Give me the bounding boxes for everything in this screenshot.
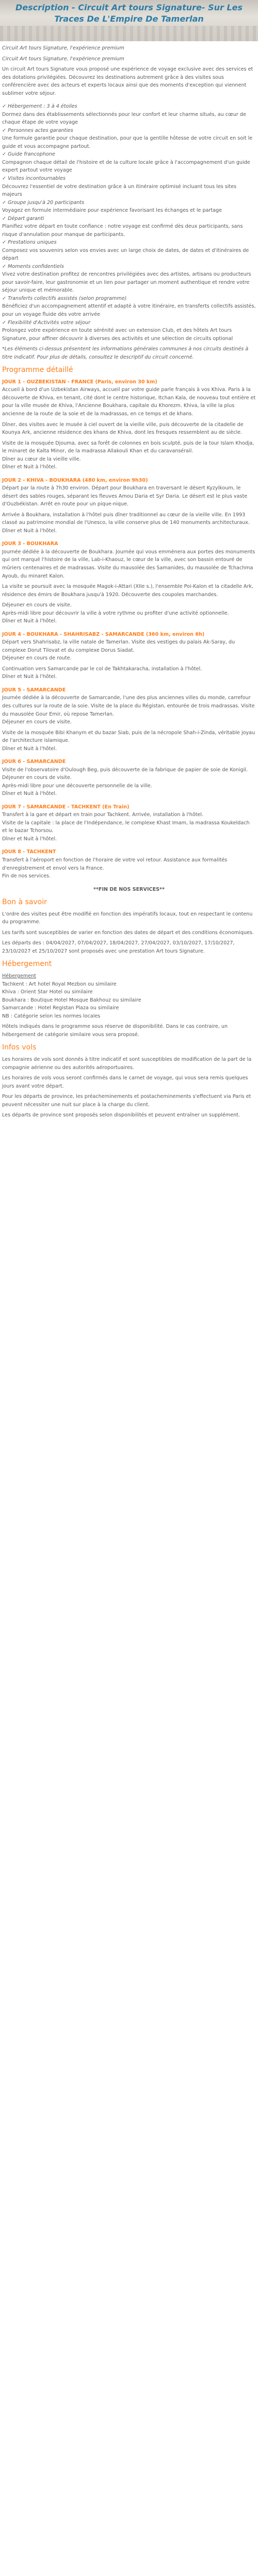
day-paragraph: Déjeuner en cours de visite. [2,719,72,725]
feature-text: Vivez votre destination profitez de rencontres privilégiées avec des artistes, artisans ou producteurs pour savoir-faire, leur gastronomie et un lien pour partager un moment authentique et rendre votre séjour unique et mémorable. [2,272,251,294]
day-paragraph: Après-midi libre pour découvrir la ville à votre rythme ou profiter d'une activité optionnelle. [2,610,229,616]
feature-title: ✓ Visites incontournables [2,175,66,181]
feature-text: Composez vos souvenirs selon vos envies avec un large choix de dates, de dates et d'itinéraires de départ [2,247,249,262]
infos-paragraph: Les départs de province sont proposés selon disponibilités et peuvent entraîner un supplément. [2,1112,240,1118]
day-paragraph: Arrivée à Boukhara, installation à l'hôtel puis dîner traditionnel au cœur de la vieille ville. En 1993 classé au patrimoine mondial de l'Unesco, la ville conserve plus de 140 monuments architecturaux. [2,512,250,526]
intro-line: Circuit Art tours Signature, l'expérience premium [2,56,124,62]
day-paragraph: Dîner et Nuit à l'hôtel. [2,528,57,534]
day-paragraph: Visite de la mosquée Bibi Khanym et du bazar Siab, puis de la nécropole Shah-i-Zinda, véritable joyau de l'architecture islamique. [2,730,255,744]
feature-title: ✓ Hébergement : 3 à 4 étoiles [2,104,77,110]
day-paragraph: Déjeuner en cours de visite. [2,775,72,781]
day-paragraph: Dîner et Nuit à l'hôtel. [2,464,57,470]
infos-paragraph: Les horaires de vols sont donnés à titre indicatif et sont susceptibles de modification de la part de la compagnie aérienne ou des autorités aéroportuaires. [2,1057,252,1071]
day-paragraph: Fin de nos services. [2,873,51,879]
feature-text: Dormez dans des établissements sélectionnés pour leur confort et leur charme situés, au cœur de chaque étape de votre voyage [2,111,246,126]
hotel-item: Tachkent : Art hotel Royal Mezbon ou similaire [2,981,117,987]
infos-paragraph: Les horaires de vols vous seront confirmés dans le carnet de voyage, qui vous sera remis quelques jours avant votre départ. [2,1075,248,1089]
day-paragraph: Dîner, des visites avec le musée à ciel ouvert de la vieille ville, puis découverte de la citadelle de Kounya Ark, ancienne résidence des khans de Khiva, dont les fresques ressemblent au de siècle. [2,421,244,436]
page-title: Description - Circuit Art tours Signature- Sur Les Traces De L'Empire De Tamerlan [15,3,243,24]
day-4 [2,631,256,681]
day-paragraph: Continuation vers Samarcande par le col de Takhtakaracha, installation à l'hôtel. [2,666,202,672]
day-title: JOUR 4 - BOUKHARA - SHAHRISABZ - SAMARCANDE (360 km, environ 6h) [2,631,205,637]
day-title: JOUR 6 - SAMARCANDE [2,759,66,765]
day-3 [2,540,256,625]
day-paragraph: Visite de la mosquée Djouma, avec sa forêt de colonnes en bois sculpté, puis de la tour Islam Khodja, le minaret de Kalta Minor, de la madrassa Allakouli Khan et du caravansérail. [2,440,254,454]
feature-text: Voyagez en formule intermédiaire pour expérience favorisant les échanges et le partage [2,208,222,214]
hotel-item: Samarcande : Hotel Registan Plaza ou similaire [2,1005,119,1011]
hotel-item: NB : Catégorie selon les normes locales [2,1013,101,1019]
feature-title: ✓ Prestations uniques [2,240,57,246]
day-paragraph: Dîner et Nuit à l'hôtel. [2,674,57,680]
feature-title: ✓ Moments confidentiels [2,263,64,269]
day-paragraph: Déjeuner en cours de visite. [2,602,72,608]
day-paragraph: Journée dédiée à la découverte de Samarcande, l'une des plus anciennes villes du monde, carrefour des cultures sur la route de la soie. Visite de la place du Régistan, entourée de trois madrassas. Visite du mausolée Gour Emir, où repose Tamerlan. [2,695,255,717]
day-paragraph: Déjeuner en cours de route. [2,655,72,662]
day-title: JOUR 8 - TACHKENT [2,849,56,855]
day-6 [2,758,256,798]
day-8 [2,848,256,880]
day-title: JOUR 2 - KHIVA - BOUKHARA (480 km, environ 9h30) [2,477,148,483]
page [0,0,258,1125]
day-2 [2,477,256,535]
feature-text: Découvrez l'essentiel de votre destination grâce à un itinéraire optimisé incluant tous les sites majeurs [2,183,237,198]
feature-title: ✓ Personnes actes garanties [2,127,73,133]
day-paragraph: Dîner et Nuit à l'hôtel. [2,618,57,624]
day-paragraph: La visite se poursuit avec la mosquée Magok-i-Attari (XIIe s.), l'ensemble Poi-Kalon et la citadelle Ark, résidence des émirs de Boukhara jusqu'à 1920. Découverte des coupoles marchandes. [2,584,254,598]
feature-text: Bénéficiez d'un accompagnement attentif et adapté à votre itinéraire, en transferts collectifs assistés, pour un voyage fluide dès votre arrivée [2,303,256,317]
feature-text: Une formule garantie pour chaque destination, pour que la gentille hôtesse de votre circuit en soit le guide et vous accompagne partout. [2,135,253,149]
day-paragraph: Départ vers Shahrisabz, la ville natale de Tamerlan. Visite des vestiges du palais Ak-Saray, du complexe Dorut Tilovat et du complexe Dorus Siadat. [2,639,235,653]
feature-title: ✓ Départ garanti [2,215,44,222]
feature-title: ✓ Transferts collectifs assistés (selon programme) [2,295,127,301]
day-paragraph: Dîner et Nuit à l'hôtel. [2,791,57,797]
day-title: JOUR 7 - SAMARCANDE - TACHKENT (En Train) [2,804,130,810]
hotel-item: Khiva : Orient Star Hotel ou similaire [2,989,93,995]
day-paragraph: Dîner et Nuit à l'hôtel. [2,745,57,752]
programme-heading: Programme détaillé [2,366,73,375]
feature-text: Prolongez votre expérience en toute sérénité avec un extension Club, et des hôtels Art tours Signature, pour affiner découvrir à diverses des activités et une sélection de circuits optional [2,328,233,342]
day-paragraph: Accueil à bord d'un Uzbekistan Airways, accueil par votre guide parle français à vos Khiva. Paris à la découverte de Khiva, en tenant, cité dont le centre historique, Itchan Kala, de nouveau tout entière et pour la ville musée de Khiva, l'Ancienne Boukhara, capitale du Khorezm. Khiva, la ville la plus ancienne de la route de la soie et de la madrassas, en ce temps et de khans. [2,387,256,417]
infos-paragraph: Pour les départs de province, les préacheminements et postacheminements s'effectuent via Paris et peuvent nécessiter une nuit sur place à la charge du client. [2,1094,251,1108]
day-title: JOUR 3 - BOUKHARA [2,541,58,547]
feature-title: ✓ Groupe jusqu'à 20 participants [2,199,85,206]
intro-footnote: *Les éléments ci-dessus présentent les informations générales communes à nos circuits destinés à titre indicatif. Pour plus de détails, consultez le descriptif du circuit concerné. [2,346,249,360]
bon-a-savoir-paragraph: Les tarifs sont susceptibles de varier en fonction des dates de départ et des conditions économiques. [2,929,254,936]
day-title: JOUR 5 - SAMARCANDE [2,687,66,693]
day-5 [2,686,256,753]
header-banner [0,0,258,41]
hebergement-label: Hébergement [2,973,36,979]
day-paragraph: Visite de l'observatoire d'Oulough Beg, puis découverte de la fabrique de papier de soie de Konigil. [2,767,248,773]
feature-text: Compagnon chaque détail de l'histoire et de la culture locale grâce à l'accompagnement d'un guide expert partout votre voyage [2,159,250,174]
hotel-item: Boukhara : Boutique Hotel Mosque Bakhouz ou similaire [2,997,141,1003]
hebergement-note: Hôtels indiqués dans le programme sous réserve de disponibilité. Dans le cas contraire, un hébergement de catégorie similaire vous sera proposé. [2,1024,228,1038]
day-paragraph: Journée dédiée à la découverte de Boukhara. Journée qui vous emmènera aux portes des monuments qui ont marqué l'histoire de la ville, Lab-i-Khaouz, le cœur de la ville, avec son bassin entouré de mûriers centenaires et de madrassas. Visite du mausolée des Samanides, du mausolée de Tchachma Ayoub, du minaret Kalon. [2,549,255,579]
feature-title: ✓ Guide francophone [2,151,55,158]
hebergement-heading: Hébergement [2,960,52,969]
day-paragraph: Départ par la route à 7h30 environ. Départ pour Boukhara en traversant le désert Kyzylkoum, le désert des sables rouges, séparant les fleuves Amou Daria et Syr Daria. Le désert est le plus vaste d'Ouzbékistan. Arrêt en route pour un pique-nique. [2,485,248,507]
day-paragraph: Dîner au cœur de la vieille ville. [2,456,81,462]
end-note: **FIN DE NOS SERVICES** [93,886,165,892]
day-paragraph: Transfert à l'aéroport en fonction de l'horaire de votre vol retour. Assistance aux formalités d'enregistrement et envol vers la France. [2,857,228,871]
day-title: JOUR 1 - OUZBEKISTAN - FRANCE (Paris, environ 30 km) [2,379,157,385]
feature-title: ✓ Flexibilité d'Activités votre séjour [2,319,91,326]
content [0,41,258,1125]
day-7 [2,803,256,843]
day-paragraph: Transfert à la gare et départ en train pour Tachkent. Arrivée, installation à l'hôtel. [2,812,204,818]
intro-paragraph: Un circuit Art tours Signature vous proposé une expérience de voyage exclusive avec des services et des dotations privilégiées. Découvrez les destinations autrement grâce à des visites sous conférencière avec des acteurs et experts locaux ainsi que des moments d'exception qui viennent sublimer votre séjour. [2,66,253,96]
intro-line: Circuit Art tours Signature, l'expérience premium [2,45,124,51]
infos-vols-heading: Infos vols [2,1043,37,1052]
bon-a-savoir-heading: Bon à savoir [2,898,47,907]
day-paragraph: Après-midi libre pour une découverte personnelle de la ville. [2,783,152,789]
bon-a-savoir-paragraph: Les départs des : 04/04/2027, 07/04/2027, 18/04/2027, 27/04/2027, 03/10/2027, 17/10/2027, 23/10/2027 et 25/10/2027 sont proposés avec une prestation Art tours Signature. [2,940,235,954]
day-paragraph: Visite de la capitale : la place de l'Indépendance, le complexe Khast Imam, la madrassa Koukeldach et le bazar Tchorsou. [2,820,250,834]
day-1 [2,378,256,471]
feature-text: Planifiez votre départ en toute confiance : notre voyage est confirmé dès deux participants, sans risque d'annulation pour manque de participants. [2,224,243,238]
bon-a-savoir-paragraph: L'ordre des visites peut être modifié en fonction des impératifs locaux, tout en respectant le contenu du programme. [2,911,253,925]
day-paragraph: Dîner et Nuit à l'hôtel. [2,836,57,842]
